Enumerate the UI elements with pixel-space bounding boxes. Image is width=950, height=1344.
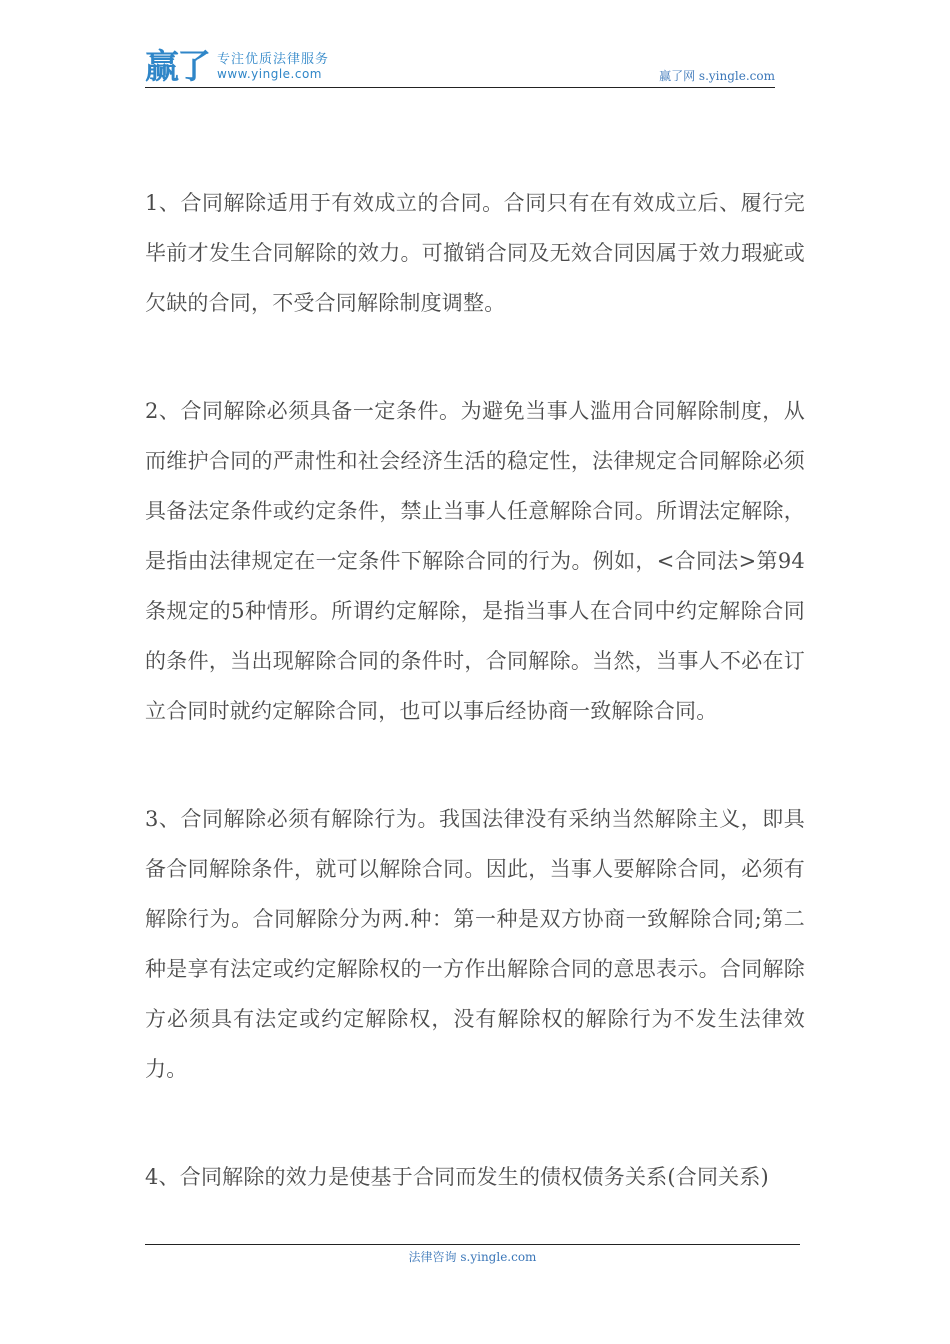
header-site-link[interactable]: 赢了网 s.yingle.com — [659, 69, 775, 83]
header-divider — [145, 87, 775, 88]
paragraph-2: 2、合同解除必须具备一定条件。为避免当事人滥用合同解除制度，从而维护合同的严肃性和社会经济生活的稳定性，法律规定合同解除必须具备法定条件或约定条件，禁止当事人任意解除合同。所谓法定解除，是指由法律规定在一定条件下解除合同的行为。例如，<合同法>第94条规定的5种情形。所谓约定解除，是指当事人在合同中约定解除合同的条件，当出现解除合同的条件时，合同解除。当然，当事人不必在订立合同时就约定解除合同，也可以事后经协商一致解除合同。 — [145, 399, 805, 723]
logo-slogan: 专注优质法律服务 — [217, 52, 330, 67]
logo-url: www.yingle.com — [217, 67, 322, 81]
page-header — [145, 48, 775, 88]
footer-link[interactable]: 法律咨询 s.yingle.com — [408, 1250, 537, 1264]
paragraph-4: 4、合同解除的效力是使基于合同而发生的债权债务关系(合同关系) — [145, 1165, 769, 1189]
document-body — [145, 178, 805, 1260]
logo-mark: 赢了 — [145, 47, 209, 87]
logo-text — [217, 48, 329, 81]
paragraph-3: 3、合同解除必须有解除行为。我国法律没有采纳当然解除主义，即具备合同解除条件，就可以解除合同。因此，当事人要解除合同，必须有解除行为。合同解除分为两.种：第一种是双方协商一致解除合同;第二种是享有法定或约定解除权的一方作出解除合同的意思表示。合同解除方必须具有法定或约定解除权，没有解除权的解除行为不发生法律效力。 — [145, 807, 805, 1081]
paragraph-1: 1、合同解除适用于有效成立的合同。合同只有在有效成立后、履行完毕前才发生合同解除的效力。可撤销合同及无效合同因属于效力瑕疵或欠缺的合同，不受合同解除制度调整。 — [145, 191, 805, 315]
yingle-logo[interactable] — [145, 48, 329, 88]
footer-divider — [145, 1244, 800, 1245]
